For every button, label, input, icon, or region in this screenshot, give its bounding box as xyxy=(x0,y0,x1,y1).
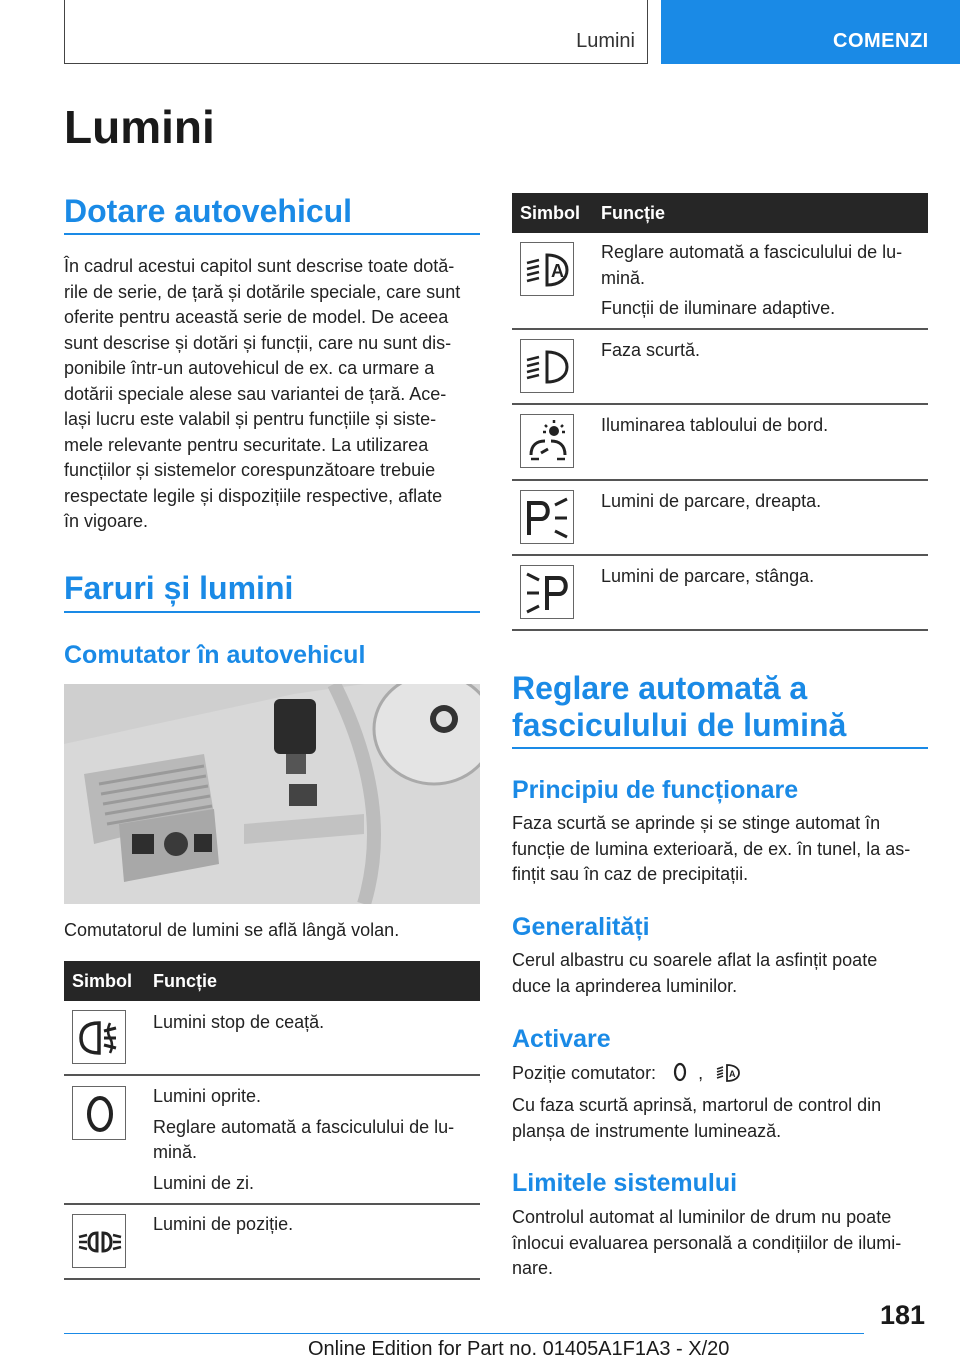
row-instrument-text: Iluminarea tabloului de bord. xyxy=(601,415,829,435)
auto-headlight-icon xyxy=(716,1060,742,1084)
light-switch-photo xyxy=(64,684,480,904)
zero-position-icon xyxy=(671,1060,689,1084)
section-label: Lumini xyxy=(576,30,635,52)
cell-line: Lumini de zi. xyxy=(153,1172,255,1193)
parking-light-right-icon xyxy=(520,490,574,544)
col-function: Funcție xyxy=(601,203,666,223)
heading-principiu: Principiu de funcționare xyxy=(512,776,799,804)
heading-generalitati: Generalități xyxy=(512,913,650,941)
row-divider xyxy=(512,554,928,556)
parking-light-left-icon xyxy=(520,565,574,619)
heading-limitele: Limitele sistemului xyxy=(512,1169,738,1197)
heading-rule xyxy=(512,747,928,749)
zero-position-icon xyxy=(72,1086,126,1140)
svg-text:A: A xyxy=(551,261,564,281)
paragraph-activare-position: Poziție comutator: , A xyxy=(512,1060,932,1087)
heading-dotare: Dotare autovehicul xyxy=(64,193,353,229)
header-frame xyxy=(64,0,648,64)
heading-faruri: Faruri și lumini xyxy=(64,570,294,606)
row-lowbeam-text: Faza scurtă. xyxy=(601,340,701,360)
heading-rule xyxy=(64,233,480,235)
paragraph-principiu: Faza scurtă se aprinde și se stinge automat în funcție de lumina exterioară, de ex. în tunel, la as- fințit sau în caz de precipitații. xyxy=(512,813,911,884)
row-divider xyxy=(64,1074,480,1076)
row-divider xyxy=(512,629,928,631)
edition-note: Online Edition for Part no. 01405A1F1A3 - X/20 xyxy=(308,1338,730,1360)
row-parking-right-text: Lumini de parcare, dreapta. xyxy=(601,491,822,511)
row-position-text: Lumini de poziție. xyxy=(153,1214,294,1234)
heading-comutator: Comutator în autovehicul xyxy=(64,641,366,669)
heading-reglare: Reglare automată a fasciculului de lumină xyxy=(512,670,847,743)
col-symbol: Simbol xyxy=(72,971,133,991)
row-parking-left-text: Lumini de parcare, stânga. xyxy=(601,566,815,586)
heading-rule xyxy=(64,611,480,613)
row-divider xyxy=(64,1278,480,1280)
position-lights-icon xyxy=(72,1214,126,1268)
page-title: Lumini xyxy=(64,101,215,153)
cell-line: Lumini oprite. xyxy=(153,1086,262,1106)
row-zero-text xyxy=(153,1084,473,1201)
chapter-tab[interactable] xyxy=(661,0,960,64)
page-number: 181 xyxy=(880,1300,926,1330)
col-function: Funcție xyxy=(153,971,218,991)
footer-rule xyxy=(64,1333,864,1334)
paragraph-generalitati: Cerul albastru cu soarele aflat la asfințit poate duce la aprinderea luminilor. xyxy=(512,950,878,996)
row-divider xyxy=(512,403,928,405)
cell-line: Reglare automată a fasciculului de lu- mină. xyxy=(601,242,903,288)
fog-light-icon xyxy=(72,1010,126,1064)
photo-caption: Comutatorul de lumini se află lângă volan. xyxy=(64,920,400,940)
row-divider xyxy=(512,328,928,330)
paragraph-activare: Cu faza scurtă aprinsă, martorul de control din planșa de instrumente luminează. xyxy=(512,1095,882,1141)
row-auto-text xyxy=(601,240,921,327)
row-divider xyxy=(64,1203,480,1205)
cell-line: Reglare automată a fasciculului de lu- mină. xyxy=(153,1116,455,1162)
instrument-lighting-icon xyxy=(520,414,574,468)
paragraph-dotare: În cadrul acestui capitol sunt descrise toate dotă- rile de serie, de țară și dotările speciale, care sunt oferite pentru această serie de model. De aceea sunt descrise și dotări și funcții, care nu sunt dis- ponibile într-un autovehicul de ex. ca urmare a dotării speciale alese sau variantei de țară. Ace- lași lucru este valabil și pentru funcțiile și siste- mele relevante pentru securitate. La utilizarea funcțiilor și sistemelor corespunzătoare trebuie respectate legile și dispozițiile respective, aflate în vigoare. xyxy=(64,256,461,531)
paragraph-limitele: Controlul automat al luminilor de drum nu poate înlocui evaluarea personală a condițiilor de ilumi- nare. xyxy=(512,1207,902,1278)
col-symbol: Simbol xyxy=(520,203,581,223)
symbol-table-header xyxy=(512,193,928,233)
low-beam-icon xyxy=(520,339,574,393)
symbol-table-header xyxy=(64,961,480,1001)
row-fog-light-text: Lumini stop de ceață. xyxy=(153,1012,325,1032)
svg-text:A: A xyxy=(729,1069,736,1079)
auto-headlight-icon xyxy=(520,242,574,296)
chapter-tab-label: COMENZI xyxy=(833,30,929,52)
cell-line: Funcții de iluminare adaptive. xyxy=(601,298,836,318)
row-divider xyxy=(512,479,928,481)
heading-activare: Activare xyxy=(512,1025,611,1053)
